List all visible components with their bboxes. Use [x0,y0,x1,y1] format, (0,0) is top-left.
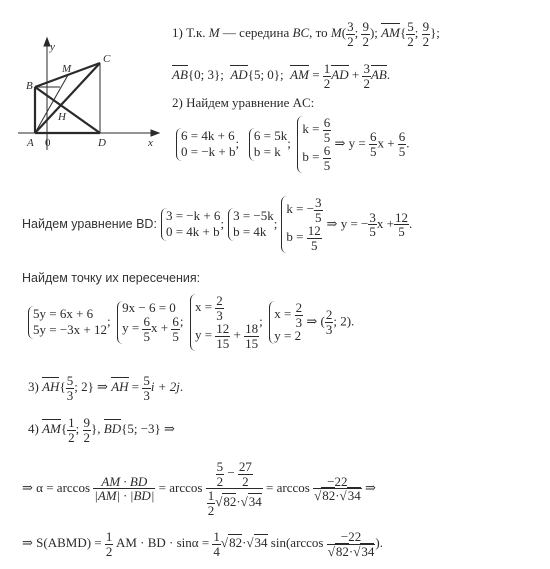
frac [66,374,75,402]
label-C: C [103,53,111,65]
sqrt: 82 [335,543,349,559]
r1: 5y = 6x + 6 [33,306,94,322]
bd-title: Найдем уравнение BD: [22,216,157,231]
step4-alpha: ⇒ α = arccos $\frac{AM \cdot BD}{|AM| \cdot |BD|}$ = arccos $\frac{5}{2}$ − $\frac{27}{2}$ $\frac{1}{2}$ √82·√34 = arccos $\frac{-22}{√82\cdot√34}$ ⇒ [22,459,376,518]
system-int-1 [28,306,107,339]
num: 12 [394,209,408,225]
sqrt: 82 [229,535,243,551]
step1-AM: AM [381,25,400,41]
vec-AD2: AD [331,67,349,83]
den: 5 [369,143,377,159]
frac [105,530,114,558]
frac: $\frac{6}{5}$ [143,314,150,344]
step1-then: , то [309,25,328,41]
num: 5 [143,373,150,388]
num: 9 [422,19,430,34]
frac [244,322,259,350]
r2: 0 = 4k + b [165,224,220,240]
den: 2 [347,33,354,49]
frac [215,294,224,322]
num: 1 [105,529,113,544]
frac: $\frac{-22}{√82\cdot√34}$ [327,529,375,559]
den: 5 [315,209,322,225]
num: 6 [323,143,331,159]
frac: $\frac{5}{2}$ − $\frac{27}{2}$ $\frac{1}{2}$ √82·√34 [207,459,262,518]
vec-AD: AD [230,67,248,83]
res: y = [348,135,366,151]
frac-3-2b [362,62,371,90]
den: |AM| · |BD| [94,488,155,504]
num: 3 [369,209,376,225]
frac [314,196,323,224]
r2: b = k [253,144,281,160]
plus: + [351,67,360,83]
num: AM · BD [93,475,155,490]
frac [216,460,225,488]
num: −22 [313,475,362,490]
sqrt: 34 [248,494,262,510]
den: 15 [245,335,259,351]
label-D: D [98,137,106,149]
frac [325,308,334,336]
system-int-3: x = $\frac{2}{3}$ y = $\frac{12}{15}$ + $\frac{18}{15}$ [190,294,259,351]
bd-val: {5; −3} [121,421,161,437]
res-x: x + [376,215,394,231]
label-B: B [26,80,33,92]
res-x: x + [377,135,395,151]
den: 5 [310,237,318,253]
den: 2 [407,33,414,49]
den: 2 [216,473,224,489]
den: 3 [66,387,74,403]
label-A: A [27,137,34,149]
frac-3-2 [346,20,355,48]
arccos: arccos [290,535,324,551]
vec-AB: AB [172,67,188,83]
frac: $\frac{-22}{√82\cdot√34}$ [314,473,361,504]
num: 3 [315,195,322,210]
sqrt: 34 [254,535,268,551]
ab-val: {0; 3} [187,67,221,83]
den: 5 [398,224,405,240]
num: 3 [363,61,370,76]
num: 3 [347,19,354,34]
label-H: H [58,111,66,123]
num: 9 [362,19,369,34]
den: 3 [295,314,303,330]
sqrt: 34 [361,543,375,559]
r1: 6 = 5k [253,128,288,144]
num: 5 [216,459,224,474]
frac [323,144,332,172]
step1-M2: M [330,25,342,41]
num: 1 [323,61,331,76]
r2: 0 = −k + b [181,144,236,160]
r1: 6 = 4k + 6 [181,128,235,144]
frac-5-2 [406,20,415,48]
frac [238,460,253,488]
step1-BC: BC [292,25,310,41]
num: 6 [323,115,331,130]
num: 18 [245,321,259,337]
vec-AH2: AH [111,379,129,395]
num: 1 [207,488,215,504]
tail: i + 2j [150,379,180,395]
vec-AB2: AB [370,67,387,83]
geometry-figure [0,0,170,160]
res: y = − [340,215,369,231]
den: 5 [323,129,331,145]
step1-mid: — середина [222,25,290,41]
den: 15 [216,335,230,351]
num: 1 [68,415,75,430]
label: 4) [28,421,39,437]
step4-line1: 4) AM{ $\frac{1}{2}$ ; $\frac{9}{2}$ }, BD{5; −3} ⇒ [28,415,175,445]
frac: $\frac{6}{5}$ [172,314,179,344]
frac [368,211,377,239]
vec-AH: AH [42,379,60,395]
step1-prefix: 1) Т.к. [172,25,206,41]
num: 2 [295,299,303,315]
system-ac-2 [249,128,287,161]
r1: 3 = −k + 6 [165,208,221,224]
frac [215,322,230,350]
frac [295,301,304,329]
den: 5 [398,143,406,159]
system-bd-1 [161,208,221,241]
num: 2 [216,293,223,308]
den: 5 [369,224,376,240]
frac [323,116,332,144]
vec-AM: AM [290,67,309,83]
system-int-2: 9x − 6 = 0 y = $\frac{6}{5}$ x + $\frac{6}{5}$ [117,301,180,344]
step1-M: M [208,25,220,41]
res: = [131,379,143,395]
s-lhs: S(ABMD) = [36,535,102,551]
step4-area: ⇒ S(ABMD) = $\frac{1}{2}$ AM · BD · sinα = $\frac{1}{4}$ √82·√34 sin(arccos $\frac{-22}{√82\cdot√34}$ ). [22,529,383,559]
num: 9 [83,415,90,430]
frac [142,374,151,402]
den: 2 [83,429,90,445]
step2-systems: 6 = 4k + 6 0 = −k + b; 6 = 5k b = k; k = $\frac{6}{5}$ b = $\frac{6}{5}$ ⇒ y = $\frac{6}{5}$ x + $\frac{6}{5}$ . [176,116,410,173]
num: 1 [213,529,220,544]
system-ac-3: k = $\frac{6}{5}$ b = $\frac{6}{5}$ [297,116,331,173]
step1-line1: 1) Т.к. M — середина BC, то M( $\frac{3}{2}$ ; $\frac{9}{2}$ ); AM{ $\frac{5}{2}$ ; $\frac{9}{2}$ }; [172,19,440,49]
bd-block: Найдем уравнение BD: 3 = −k + 6 0 = 4k + b; 3 = −5k b = 4k; k = − $\frac{3}{5}$ b = $\frac{12}{5}$ ⇒ y = − $\frac{3}{5}$ x + $\frac{12}{5}$ . [22,195,413,253]
s-mid: AM · BD · sinα = [115,535,210,551]
den: 2 [207,502,215,518]
step1-line2: AB{0; 3}; AD{5; 0}; AM = $\frac{1}{2}$ AD + $\frac{3}{2}$ AB. [172,61,391,91]
segment-BD [35,87,100,133]
num: 2 [325,307,333,323]
den: 2 [242,473,249,489]
den: 3 [143,387,150,403]
eq2: = arccos [266,479,310,495]
r1: 3 = −5k [233,208,274,224]
system-bd-3: k = − $\frac{3}{5}$ b = $\frac{12}{5}$ [281,196,322,253]
den: 2 [422,33,430,49]
den: 2 [362,33,369,49]
system-bd-2 [228,208,274,241]
num: −22 [327,530,376,545]
frac [307,224,322,252]
vec-AM: AM [42,421,61,437]
label-x: x [148,137,153,149]
r2: b = 4k [233,224,267,240]
num: 5 [407,19,414,34]
den: 2 [68,429,75,445]
vec-BD: BD [103,421,122,437]
r2: y = 2 [274,328,302,344]
sqrt: 34 [347,488,361,504]
num: 6 [369,129,377,145]
den: 2 [363,75,370,91]
num: 12 [307,223,321,239]
intersection-systems: 5y = 6x + 6 5y = −3x + 12; 9x − 6 = 0 y = $\frac{6}{5}$ x + $\frac{6}{5}$ ; x = $\frac{2}{3}$ y = $\frac{12}{15}$ + $\frac{18}{15}$ ; x = $\frac{2}{3}$ y = 2 ⇒ ( $\frac{2}{3}$ ; 2). [28,294,354,351]
sqrt: 82 [223,494,237,510]
frac [83,416,92,444]
label-M: M [62,63,72,75]
frac [67,416,76,444]
intersection-title: Найдем точку их пересечения: [22,271,201,285]
den: 4 [213,543,220,559]
step2-title: 2) Найдем уравнение AC: [172,95,315,110]
frac-9-2 [361,20,370,48]
frac [394,211,409,239]
sin: sin [270,535,286,551]
den: 2 [323,75,331,91]
x-axis-arrow [151,130,159,136]
sqrt: 82 [322,488,336,504]
eq: = [312,67,320,83]
num: 27 [238,459,252,474]
eq1: = arccos [158,479,203,495]
den: 3 [216,307,223,323]
system-ac-1 [176,128,236,161]
den: 2 [105,543,113,559]
frac [212,530,221,558]
frac [207,489,216,517]
r1: 9x − 6 = 0 [122,299,176,315]
den: 5 [323,157,331,173]
label-y: y [50,41,55,53]
pt-y: 2 [340,313,347,329]
den: 3 [325,321,333,337]
frac [93,475,155,503]
system-int-4: x = $\frac{2}{3}$ y = 2 [269,301,303,344]
r2: 5y = −3x + 12 [33,322,107,338]
num: 6 [398,129,406,145]
label: 3) [28,379,39,395]
frac-9-2b [422,20,431,48]
label-zero: 0 [45,137,51,149]
num: 5 [66,373,74,388]
step3: 3) AH{ $\frac{5}{3}$ ; 2} ⇒ AH = $\frac{5}{3}$ i + 2j. [28,373,184,403]
frac [398,130,407,158]
ad-val: {5; 0} [247,67,281,83]
num: 12 [216,321,230,337]
alpha: α = arccos [36,479,90,495]
v2: 2 [81,379,88,395]
